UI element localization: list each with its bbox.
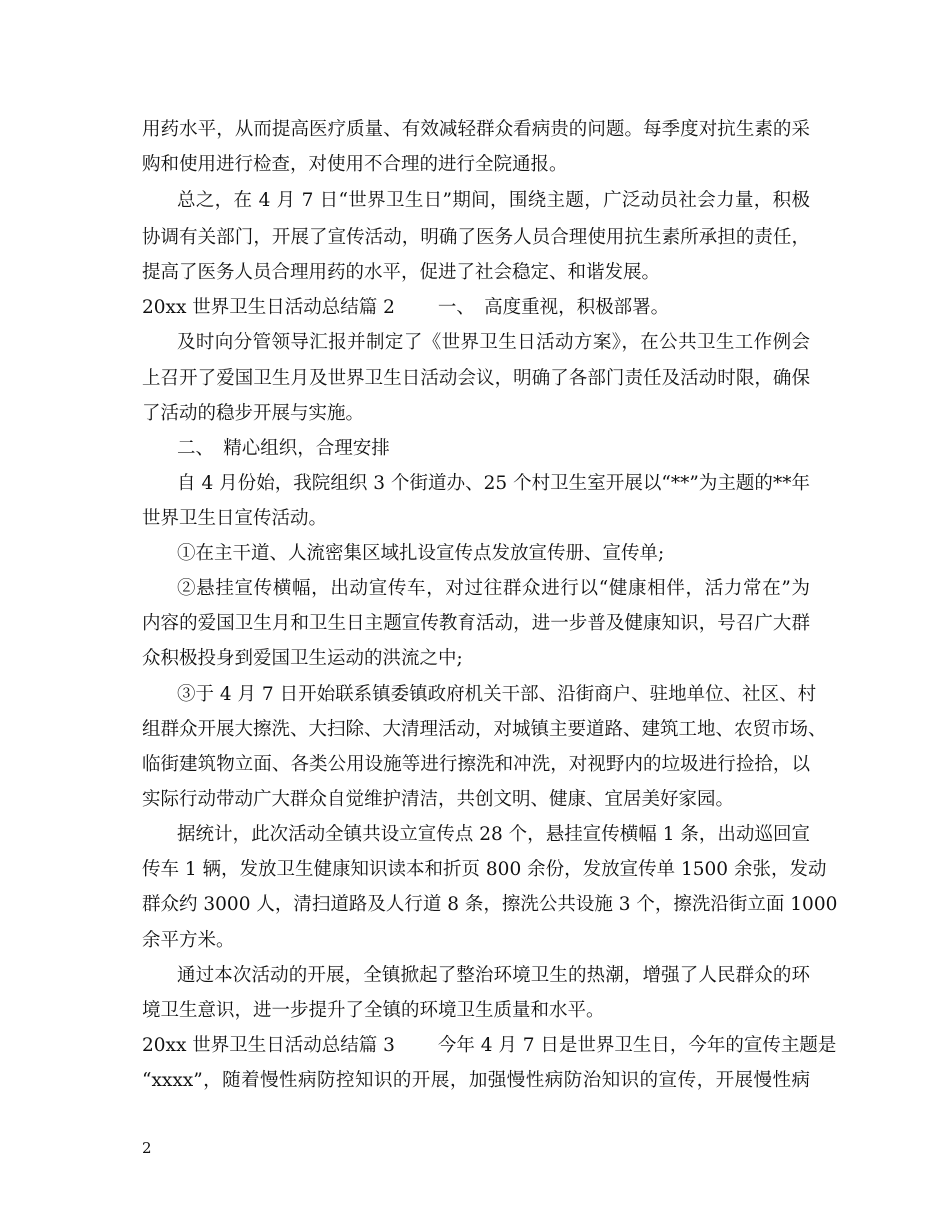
text-line: 总之，在 4 月 7 日“世界卫生日”期间，围绕主题，广泛动员社会力量，积极 (177, 190, 810, 211)
text-line: 用药水平，从而提高医疗质量、有效减轻群众看病贵的问题。每季度对抗生素的采 (142, 119, 810, 140)
text-line: 据统计，此次活动全镇共设立宣传点 28 个，悬挂宣传横幅 1 条，出动巡回宣 (177, 824, 810, 845)
text-line: 上召开了爱国卫生月及世界卫生日活动会议，明确了各部门责任及活动时限，确保 (142, 368, 810, 389)
text-line: 临街建筑物立面、各类公用设施等进行擦洗和冲洗，对视野内的垃圾进行捡拾，以 (142, 754, 810, 775)
text-line: 购和使用进行检查，对使用不合理的进行全院通报。 (142, 154, 568, 175)
text-line: 自 4 月份始，我院组织 3 个街道办、25 个村卫生室开展以“**”为主题的**年 (177, 473, 810, 494)
text-line: 实际行动带动广大群众自觉维护清洁，共创文明、健康、宜居美好家园。 (142, 789, 735, 810)
text-line: 群众约 3000 人，清扫道路及人行道 8 条，擦洗公共设施 3 个，擦洗沿街立面 1000 (142, 894, 838, 915)
text-line: 众积极投身到爱国卫生运动的洪流之中; (142, 648, 463, 669)
subsection-heading: 二、 精心组织，合理安排 (177, 438, 390, 459)
section-heading: 20xx 世界卫生日活动总结篇 3 今年 4 月 7 日是世界卫生日，今年的宣传主题是 (142, 1035, 837, 1056)
list-item: ②悬挂宣传横幅，出动宣传车，对过往群众进行以“健康相伴，活力常在”为 (177, 578, 810, 599)
text-line: 境卫生意识，进一步提升了全镇的环境卫生质量和水平。 (142, 1000, 605, 1021)
text-line: 及时向分管领导汇报并制定了《世界卫生日活动方案》，在公共卫生工作例会 (177, 332, 810, 353)
text-line: 协调有关部门，开展了宣传活动，明确了医务人员合理使用抗生素所承担的责任， (142, 227, 810, 248)
text-line: “xxxx”，随着慢性病防控知识的开展，加强慢性病防治知识的宣传，开展慢性病 (142, 1070, 810, 1091)
text-line: 传车 1 辆，发放卫生健康知识读本和折页 800 余份，发放宣传单 1500 余张，发动 (142, 859, 827, 880)
text-line: 提高了医务人员合理用药的水平，促进了社会稳定、和谐发展。 (142, 262, 661, 283)
text-line: 内容的爱国卫生月和卫生日主题宣传教育活动，进一步普及健康知识，号召广大群 (142, 613, 810, 634)
text-line: 通过本次活动的开展，全镇掀起了整治环境卫生的热潮，增强了人民群众的环 (177, 965, 810, 986)
section-heading: 20xx 世界卫生日活动总结篇 2 一、 高度重视，积极部署。 (142, 297, 670, 318)
text-line: 世界卫生日宣传活动。 (142, 508, 328, 529)
text-line: 组群众开展大擦洗、大扫除、大清理活动，对城镇主要道路、建筑工地、农贸市场、 (142, 719, 827, 740)
list-item: ①在主干道、人流密集区域扎设宣传点发放宣传册、宣传单; (177, 543, 665, 564)
list-item: ③于 4 月 7 日开始联系镇委镇政府机关干部、沿街商户、驻地单位、社区、村 (177, 684, 817, 705)
page-number: 2 (142, 1139, 152, 1157)
text-line: 了活动的稳步开展与实施。 (142, 403, 365, 424)
text-line: 余平方米。 (142, 930, 235, 951)
